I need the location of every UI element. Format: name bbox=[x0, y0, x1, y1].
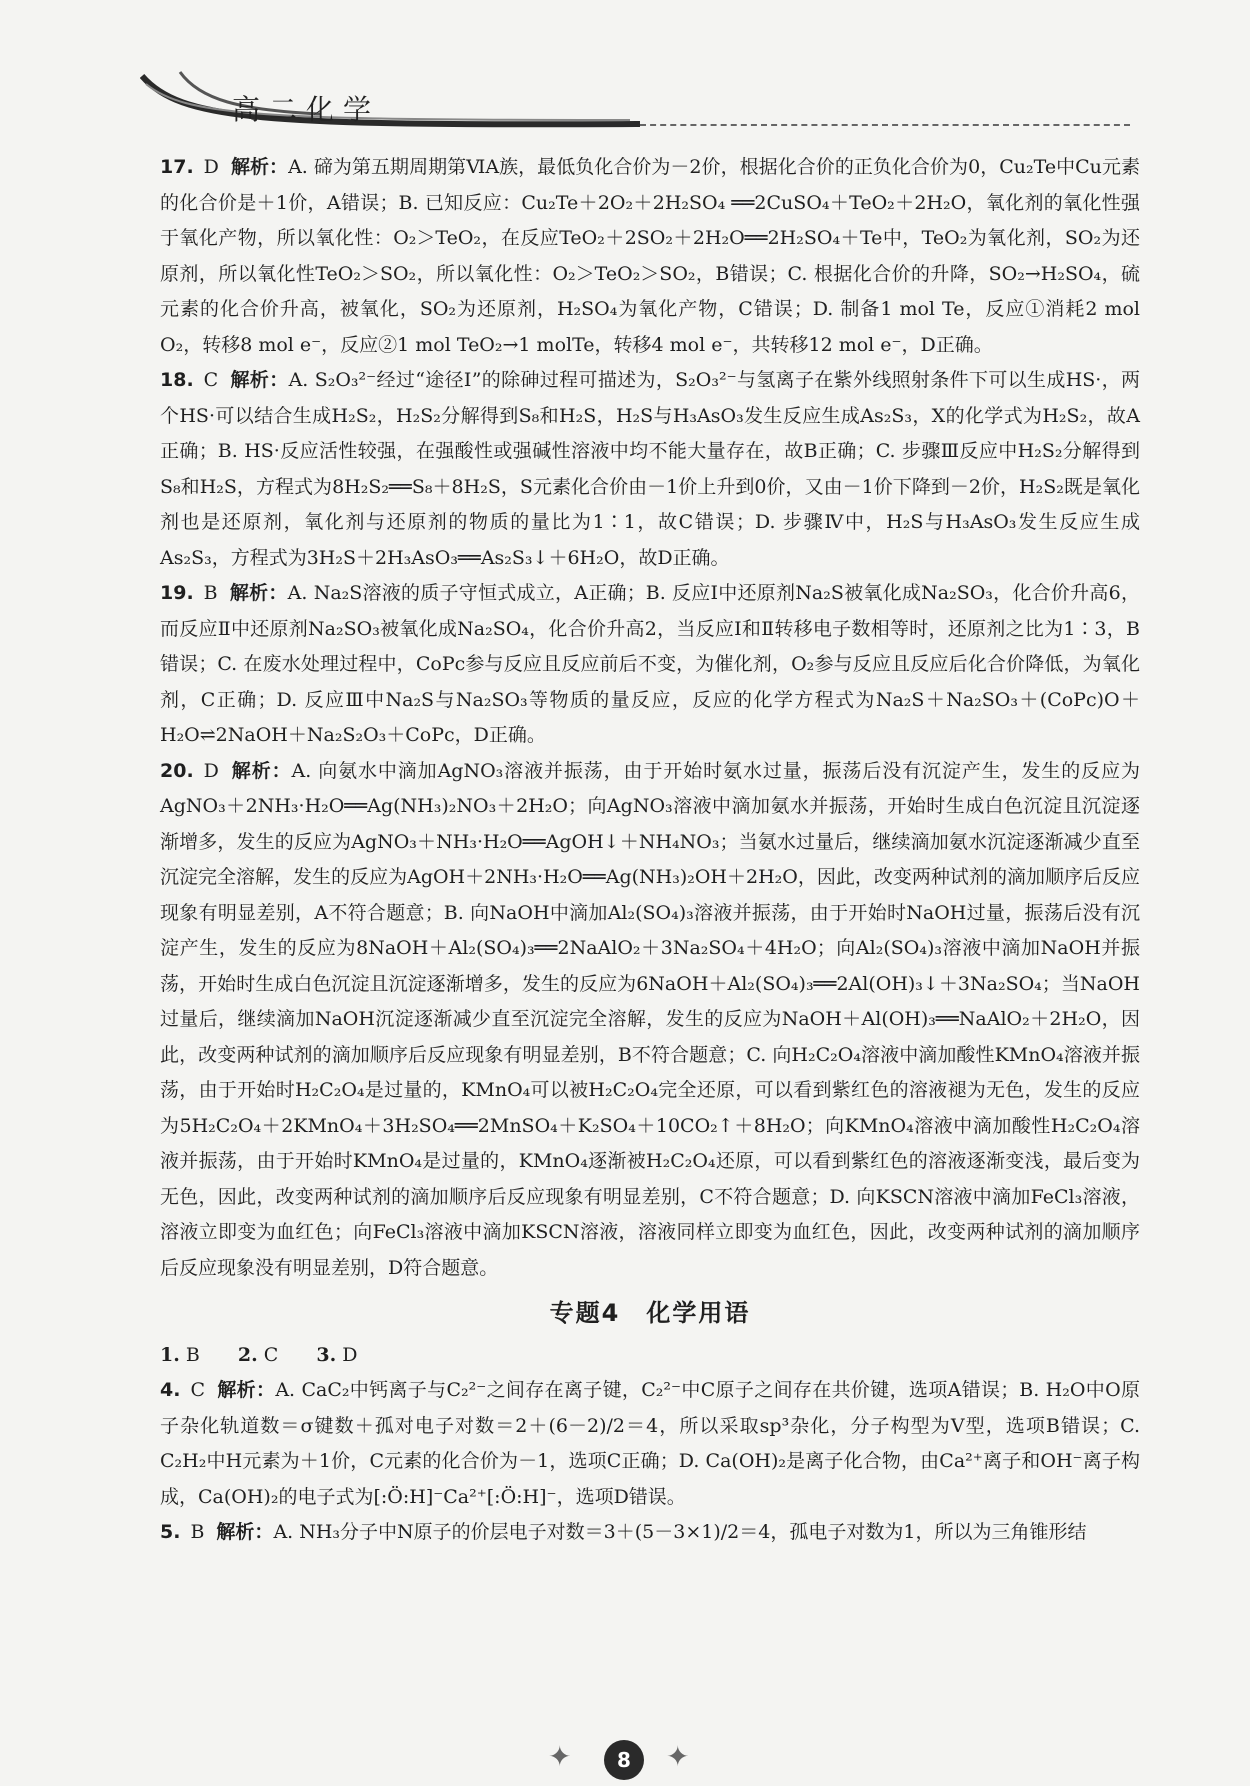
answer-item bbox=[160, 363, 1140, 576]
answer-item bbox=[160, 150, 1140, 363]
page-number: 8 bbox=[604, 1740, 644, 1780]
short-answer bbox=[238, 1344, 294, 1366]
item-answer: C bbox=[190, 1379, 205, 1401]
answer-content bbox=[160, 150, 1140, 1551]
item-answer: D bbox=[203, 759, 219, 782]
item-answer: C bbox=[263, 1343, 279, 1366]
item-label: 解析： bbox=[230, 759, 292, 782]
section-title: 专题4 化学用语 bbox=[549, 1299, 751, 1327]
short-answer bbox=[316, 1344, 373, 1366]
header-dashed-rule bbox=[640, 124, 1130, 126]
item-answer: B bbox=[203, 582, 218, 604]
item-text: A. 向氨水中滴加AgNO₃溶液并振荡，由于开始时氨水过量，振荡后没有沉淀产生，发生的反应为AgNO₃＋2NH₃·H₂O══Ag(NH₃)₂NO₃＋2H₂O；向AgNO₃溶液中滴加氨水并振荡，开始时生成白色沉淀且沉淀逐渐增多，发生的反应为AgNO₃＋NH₃·H₂O══AgOH↓＋NH₄NO₃；当氨水过量后，继续滴加氨水沉淀逐渐减少直至沉淀完全溶解，发生的反应为AgOH＋2NH₃·H₂O══Ag(NH₃)₂OH＋2H₂O，因此，改变两种试剂的滴加顺序后反应现象有明显差别，A不符合题意；B. 向NaOH中滴加Al₂(SO₄)₃溶液并振荡，由于开始时NaOH过量，振荡后没有沉淀产生，发生的反应为8NaOH＋Al₂(SO₄)₃══2NaAlO₂＋3Na₂SO₄＋4H₂O；向Al₂(SO₄)₃溶液中滴加NaOH并振荡，开始时生成白色沉淀且沉淀逐渐增多，发生的反应为6NaOH＋Al₂(SO₄)₃══2Al(OH)₃↓＋3Na₂SO₄；当NaOH过量后，继续滴加NaOH沉淀逐渐减少直至沉淀完全溶解，发生的反应为NaOH＋Al(OH)₃══NaAlO₂＋2H₂O，因此，改变两种试剂的滴加顺序后反应现象有明显差别，B不符合题意；C. 向H₂C₂O₄溶液中滴加酸性KMnO₄溶液并振荡，由于开始时H₂C₂O₄是过量的，KMnO₄可以被H₂C₂O₄完全还原，可以看到紫红色的溶液褪为无色，发生的反应为5H₂C₂O₄＋2KMnO₄＋3H₂SO₄══2MnSO₄＋K₂SO₄＋10CO₂↑＋8H₂O；向KMnO₄溶液中滴加酸性H₂C₂O₄溶液并振荡，由于开始时KMnO₄是过量的，KMnO₄逐渐被H₂C₂O₄还原，可以看到紫红色的溶液逐渐变浅，最后变为无色，因此，改变两种试剂的滴加顺序后反应现象有明显差别，C不符合题意；D. 向KSCN溶液中滴加FeCl₃溶液，溶液立即变为血红色；向FeCl₃溶液中滴加KSCN溶液，溶液同样立即变为血红色，因此，改变两种试剂的滴加顺序后反应现象没有明显差别，D符合题意。 bbox=[160, 759, 1140, 1279]
star-ornament-icon: ✦ bbox=[666, 1740, 690, 1773]
star-ornament-icon: ✦ bbox=[548, 1740, 572, 1773]
answer-item bbox=[160, 576, 1140, 754]
item-answer: B bbox=[190, 1521, 205, 1543]
answer-item bbox=[160, 1373, 1140, 1515]
answer-item bbox=[160, 754, 1140, 1287]
item-number: 18. bbox=[160, 369, 194, 391]
item-label: 解析： bbox=[230, 369, 289, 391]
item-label: 解析： bbox=[216, 1521, 274, 1543]
page-header bbox=[140, 70, 1140, 140]
item-label: 解析： bbox=[230, 156, 289, 178]
short-answer bbox=[160, 1344, 216, 1366]
item-number: 17. bbox=[160, 156, 194, 178]
item-number: 5. bbox=[160, 1521, 181, 1543]
item-text: A. NH₃分子中N原子的价层电子对数＝3＋(5－3×1)/2＝4，孤电子对数为1，所以为三角锥形结 bbox=[273, 1521, 1087, 1543]
item-number: 4. bbox=[160, 1379, 181, 1401]
item-label: 解析： bbox=[229, 582, 288, 604]
item-text: A. S₂O₃²⁻经过“途径Ⅰ”的除砷过程可描述为，S₂O₃²⁻与氢离子在紫外线照射条件下可以生成HS·，两个HS·可以结合生成H₂S₂，H₂S₂分解得到S₈和H₂S，H₂S与H₃AsO₃发生反应生成As₂S₃，X的化学式为H₂S₂，故A正确；B. HS·反应活性较强，在强酸性或强碱性溶液中均不能大量存在，故B正确；C. 步骤Ⅲ反应中H₂S₂分解得到S₈和H₂S，方程式为8H₂S₂══S₈＋8H₂S，S元素化合价由－1价上升到0价，又由－1价下降到－2价，H₂S₂既是氧化剂也是还原剂，氧化剂与还原剂的物质的量比为1∶1，故C错误；D. 步骤Ⅳ中，H₂S与H₃AsO₃发生反应生成As₂S₃，方程式为3H₂S＋2H₃AsO₃══As₂S₃↓＋6H₂O，故D正确。 bbox=[160, 369, 1140, 569]
header-title: 高二化学 bbox=[232, 93, 381, 126]
item-answer: D bbox=[203, 156, 219, 178]
item-number: 19. bbox=[160, 582, 194, 604]
item-text: A. CaC₂中钙离子与C₂²⁻之间存在离子键，C₂²⁻中C原子之间存在共价键，选项A错误；B. H₂O中O原子杂化轨道数＝σ键数＋孤对电子对数＝2＋(6－2)/2＝4，所以采取sp³杂化，分子构型为V型，选项B错误；C. C₂H₂中H元素为＋1价，C元素的化合价为－1，选项C正确；D. Ca(OH)₂是离子化合物，由Ca²⁺离子和OH⁻离子构成，Ca(OH)₂的电子式为[:Ö:H]⁻Ca²⁺[:Ö:H]⁻，选项D错误。 bbox=[160, 1379, 1140, 1508]
item-number: 20. bbox=[160, 759, 194, 782]
header-swoosh-icon bbox=[140, 70, 660, 132]
item-number: 1. bbox=[160, 1343, 180, 1366]
page-footer bbox=[540, 1738, 710, 1782]
item-text: A. Na₂S溶液的质子守恒式成立，A正确；B. 反应Ⅰ中还原剂Na₂S被氧化成Na₂SO₃，化合价升高6，而反应Ⅱ中还原剂Na₂SO₃被氧化成Na₂SO₄，化合价升高2，当反应Ⅰ和Ⅱ转移电子数相等时，还原剂之比为1∶3，B错误；C. 在废水处理过程中，CoPc参与反应且反应前后不变，为催化剂，O₂参与反应且反应后化合价降低，为氧化剂，C正确；D. 反应Ⅲ中Na₂S与Na₂SO₃等物质的量反应，反应的化学方程式为Na₂S＋Na₂SO₃＋(CoPc)O＋H₂O⇌2NaOH＋Na₂S₂O₃＋CoPc，D正确。 bbox=[160, 582, 1140, 746]
item-answer: B bbox=[185, 1343, 200, 1366]
item-label: 解析： bbox=[217, 1379, 276, 1401]
item-answer: D bbox=[342, 1343, 358, 1366]
item-answer: C bbox=[203, 369, 219, 391]
short-answers bbox=[160, 1338, 1140, 1374]
item-text: A. 碲为第五期周期第ⅥA族，最低负化合价为－2价，根据化合价的正负化合价为0，Cu₂Te中Cu元素的化合价是＋1价，A错误；B. 已知反应：Cu₂Te＋2O₂＋2H₂SO₄ ══2CuSO₄＋TeO₂＋2H₂O，氧化剂的氧化性强于氧化产物，所以氧化性：O₂＞TeO₂，在反应TeO₂＋2SO₂＋2H₂O══2H₂SO₄＋Te中，TeO₂为氧化剂，SO₂为还原剂，所以氧化性TeO₂＞SO₂，所以氧化性：O₂＞TeO₂＞SO₂，B错误；C. 根据化合价的升降，SO₂→H₂SO₄，硫元素的化合价升高，被氧化，SO₂为还原剂，H₂SO₄为氧化产物，C错误；D. 制备1 mol Te，反应①消耗2 mol O₂，转移8 mol e⁻，反应②1 mol TeO₂→1 molTe，转移4 mol e⁻，共转移12 mol e⁻，D正确。 bbox=[160, 156, 1140, 356]
item-number: 3. bbox=[316, 1343, 337, 1366]
answer-item bbox=[160, 1515, 1140, 1551]
item-number: 2. bbox=[237, 1343, 258, 1366]
